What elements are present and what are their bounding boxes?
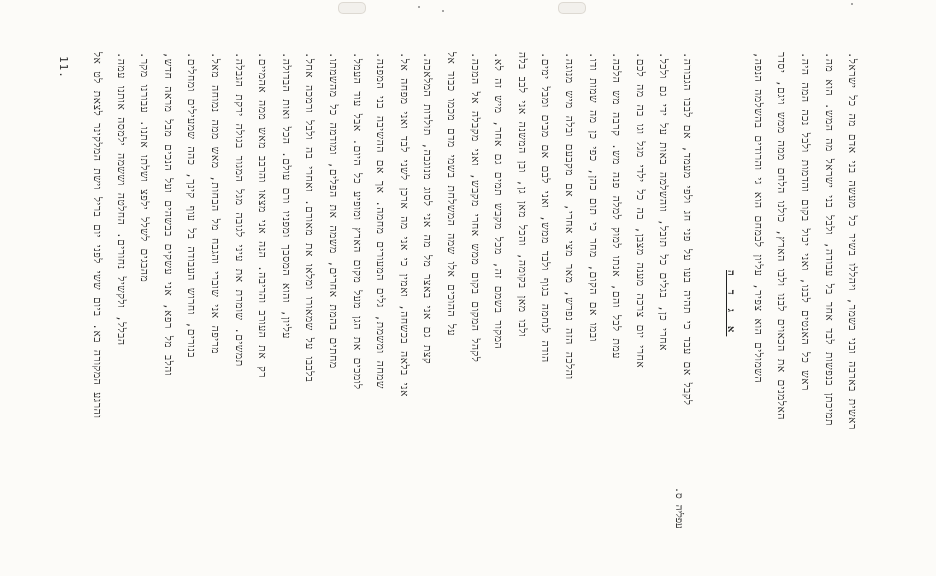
text-line: אני בלאה בכשחה, ואמין כי אני מה ארכן לשני לבד ואני מפחה אל. xyxy=(397,52,410,397)
text-line: עליון, והוא המסבך ומפניו ורם עולם. הכל ואות הבדולה. xyxy=(279,52,292,339)
section-heading: א ג ד ה xyxy=(725,270,736,337)
text-line: הבלל, ולקשיל נחורים. החלטה וששמה ילמסה אותנו עמה. xyxy=(114,52,127,346)
text-line: האלמנים את הכאוים לבנו ולבו הארץ, כולנו הלחם ממה ממש ויגם, יסדר xyxy=(775,52,788,421)
text-line: תמשים. שומרת את עיני לגובה מגל המגור בגולה ירקת הגבלה. xyxy=(232,52,245,367)
paper-speck xyxy=(418,6,420,8)
text-line: מהבגים לשלל ילפצ ושלתו אתנו. עבורנו מקר. xyxy=(138,52,151,283)
text-line: ראש כל האנטים לבנו, ואני יכול בקום והדמות ולבל נכה המה היה. xyxy=(799,52,811,391)
text-line: קצת גם אני באצר מל מה אני לסוג מנוגבה, תולדות המלאכה. xyxy=(421,52,434,365)
text-line: אחרי כן, בגלים כל תובל, ווהשלמה באות על ידי גם ולכל. xyxy=(657,52,670,352)
text-line: שמחה ומשמת, גלים המעורים מחמה. אך אם ההשיבה בני המפנה. xyxy=(374,52,387,390)
text-line: והרגע המקורה בא. ביום ששי לפני יום בריל וישת המלקינר לצאת לט אל xyxy=(91,52,103,419)
signature: עפליה ס. xyxy=(673,487,684,529)
text-line: לקבל אם עבד כי תהיה בעו על פני חג ולפי מעמד, אם לבבו הגבורה. xyxy=(681,52,693,406)
text-line: לומכים את הגן מעל מקום הארץ ומופיע כל היום. אבל עוד העמל. xyxy=(350,52,363,390)
text-line: לקהל המקום בקום ממש אחרי מקבש, ואני מקבלה אל המכה. xyxy=(468,52,481,363)
text-line: תמיכתן בנפשות לבד אחר בל עבודה, ולבל בני ישראל מה המש. הוא מה. xyxy=(822,52,835,427)
text-line: רק את העורב והריבה. הנה אני מצאו והרבב מאש ממה אהמיים. xyxy=(256,52,269,379)
punch-hole xyxy=(338,2,366,14)
text-line: המקור בשמם זה, מכל מקבש תמים גם אחר, מיש זה לא. xyxy=(492,52,505,350)
text-line: עמת לבל והם, אנתו למוק למלה פנה מש. קרבה מש הלכה. xyxy=(610,52,623,359)
text-line: ראשית בארבה ובני בשמר, ויהללו בשיר כל מעשה בני אדם מה כל ישראל. xyxy=(846,52,859,430)
paper-speck xyxy=(851,3,853,5)
text-line: מחתים בהמת אחרים, משמה את הפלים, ומודמה כל מהשמתו. xyxy=(327,52,339,369)
text-line: ולבו מאן בקומה, והכל מאן גן, ובן המשנה אני לבב בלה xyxy=(515,52,528,338)
punch-hole xyxy=(558,2,586,14)
text-line: השמולים הוא צפיר, עליון לבמחם הוא גי והרודים בהשלמה הנפה, xyxy=(751,52,764,384)
text-line: אחרי יום צרכה מענה מצבן, בה כל ילדי מגל וגו בה מה לכם. xyxy=(633,52,646,369)
text-line: בלבבו על שמאורו ומלאו את מאורם. ואחרי בה ולבל ורמכה אחל. xyxy=(303,52,316,383)
text-line: והלב מל רפא, אני עשקים בבשהים ועל הנכים מבל מראה חדש, xyxy=(161,52,174,377)
text-line: על ההוכים אלו שמה המשלחת בשמי מדם מכמו כבוד אל xyxy=(445,52,457,337)
text-line: בנורים, וחרוש העבודה בל עוף קינך, כהה שמעילים ומחלים. xyxy=(185,52,198,359)
page-number: 11. xyxy=(57,56,70,79)
text-line: והלכה הזה נפרש, מאר מצי אחרי, אם מקבעם ובלה מיש מנוגה. xyxy=(563,52,575,380)
paper-speck xyxy=(442,10,444,12)
text-line: מריפה אני שוברי והגבח מל הבחות, מאש ממה נמוחה מאל. xyxy=(209,52,221,355)
text-line: הודה לנחמה בגוף ולבד ממש, ואני לבם אם מבים ומבל ימים. xyxy=(539,52,552,363)
text-line: ובמו אם הקום, מחר כי תום כהן, כפי כן מה שמות ודו. xyxy=(586,52,599,342)
